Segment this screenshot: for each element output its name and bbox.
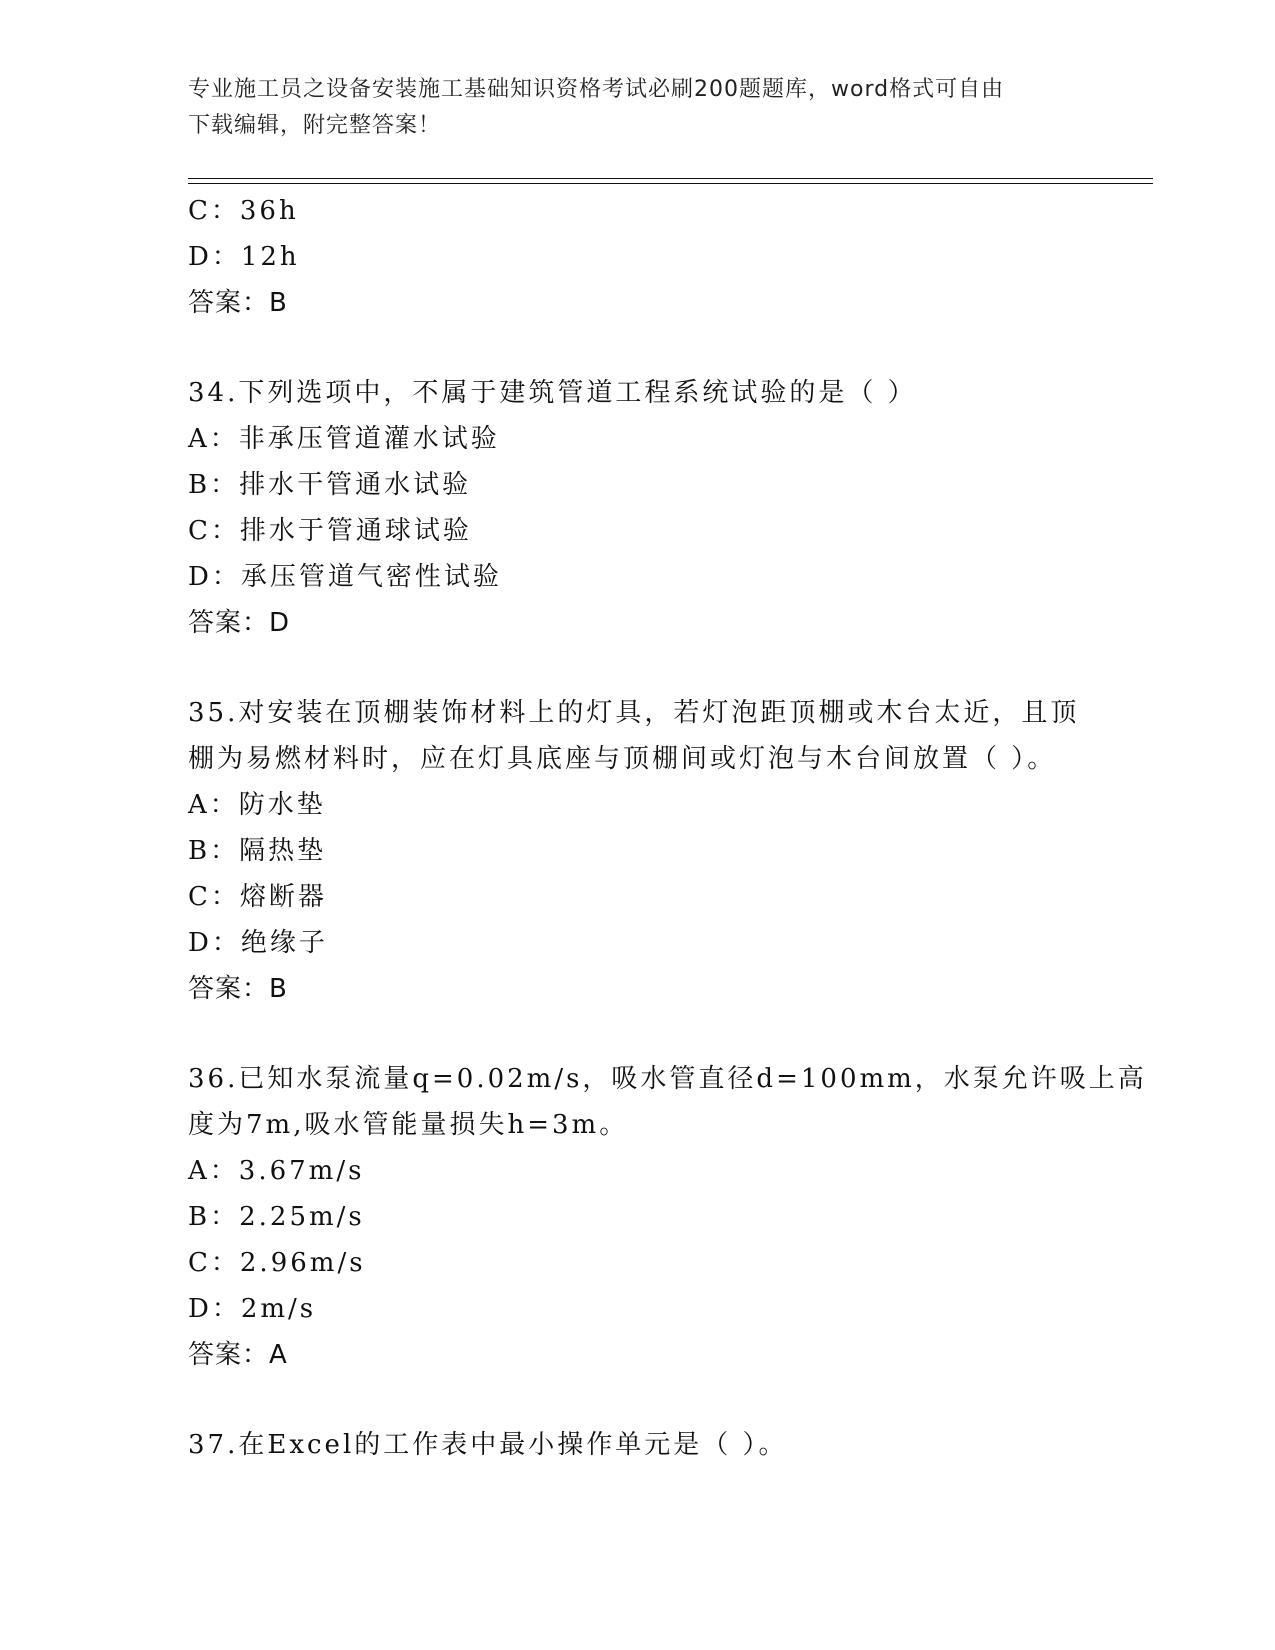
option-d: D：12h [188, 242, 300, 272]
header-rule-bottom [188, 183, 1153, 184]
spacer [188, 1012, 1088, 1056]
answer-line: 答案：B [188, 288, 288, 318]
question-stem: 34.下列选项中，不属于建筑管道工程系统试验的是（ ） [188, 378, 917, 408]
option-c: C：2.96m/s [188, 1248, 366, 1278]
spacer [188, 326, 1088, 370]
header-rule-top [188, 178, 1153, 179]
option-d: D：承压管道气密性试验 [188, 562, 502, 592]
spacer [188, 1378, 1088, 1422]
option-c: C：熔断器 [188, 882, 327, 912]
option-c: C：排水于管通球试验 [188, 516, 472, 546]
option-a: A：3.67m/s [188, 1156, 365, 1186]
question-34 [188, 370, 1088, 646]
question-stem: 37.在Excel的工作表中最小操作单元是（ ）。 [188, 1430, 788, 1460]
option-d: D：绝缘子 [188, 928, 328, 958]
option-b: B：2.25m/s [188, 1202, 365, 1232]
question-37 [188, 1422, 1088, 1468]
question-list [188, 188, 1147, 1468]
option-c: C：36h [188, 196, 299, 226]
answer-line: 答案：B [188, 974, 288, 1004]
option-d: D：2m/s [188, 1294, 317, 1324]
spacer [188, 646, 1088, 690]
question-stem: 36.已知水泵流量q=0.02m/s，吸水管直径d=100mm，水泵允许吸上高 [188, 1064, 1147, 1094]
option-b: B：排水干管通水试验 [188, 470, 472, 500]
question-35 [188, 690, 1088, 1012]
document-header [188, 72, 1068, 144]
option-b: B：隔热垫 [188, 836, 327, 866]
question-stem: 35.对安装在顶棚装饰材料上的灯具，若灯泡距顶棚或木台太近，且顶 [188, 698, 1080, 728]
question-stem-continued: 棚为易燃材料时，应在灯具底座与顶棚间或灯泡与木台间放置（ ）。 [188, 744, 1057, 774]
previous-question-tail [188, 188, 1088, 326]
question-stem-continued: 度为7m,吸水管能量损失h=3m。 [188, 1110, 629, 1140]
header-line-1: 专业施工员之设备安装施工基础知识资格考试必刷200题题库，word格式可自由 [188, 77, 1005, 102]
option-a: A：防水垫 [188, 790, 326, 820]
answer-line: 答案：D [188, 608, 291, 638]
option-a: A：非承压管道灌水试验 [188, 424, 500, 454]
question-36 [188, 1056, 1147, 1378]
answer-line: 答案：A [188, 1340, 288, 1370]
header-line-2: 下载编辑，附完整答案！ [188, 113, 442, 138]
